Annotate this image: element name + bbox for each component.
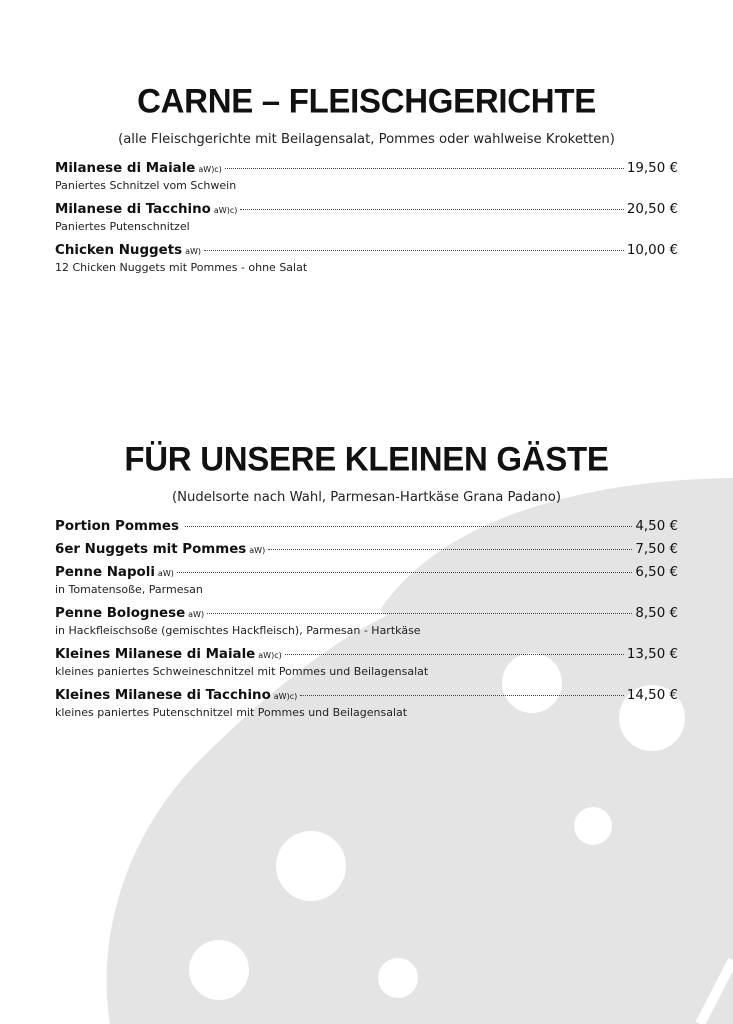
section-subtitle: (alle Fleischgerichte mit Beilagensalat, Pommes oder wahlweise Kroketten) bbox=[118, 132, 615, 147]
item-name: Portion Pommes bbox=[55, 519, 179, 534]
dotted-leader bbox=[204, 250, 624, 251]
item-description: in Hackfleischsoße (gemischtes Hackfleisch), Parmesan - Hartkäse bbox=[55, 624, 421, 637]
item-price: 13,50 € bbox=[626, 647, 678, 662]
item-price: 8,50 € bbox=[635, 606, 678, 621]
item-description: in Tomatensoße, Parmesan bbox=[55, 583, 203, 596]
item-name: Milanese di Maiale bbox=[55, 161, 196, 176]
menu-item bbox=[55, 519, 678, 536]
item-name: Kleines Milanese di Tacchino bbox=[55, 688, 271, 703]
section-kinder bbox=[55, 440, 678, 729]
item-description: 12 Chicken Nuggets mit Pommes - ohne Salat bbox=[55, 261, 308, 274]
item-description: kleines paniertes Putenschnitzel mit Pommes und Beilagensalat bbox=[55, 706, 408, 719]
menu-item: Chicken Nuggets aW) 10,00 € 12 Chicken Nuggets mit Pommes - ohne Salat bbox=[55, 243, 678, 274]
dotted-leader bbox=[185, 526, 632, 527]
dotted-leader bbox=[225, 168, 624, 169]
item-name: Chicken Nuggets bbox=[55, 243, 183, 258]
item-price: 14,50 € bbox=[626, 688, 678, 703]
menu-item: Kleines Milanese di Tacchino aW)c) 14,50 € kleines paniertes Putenschnitzel mit Pommes und Beilagensalat bbox=[55, 688, 678, 719]
item-price: 6,50 € bbox=[635, 565, 678, 580]
dotted-leader bbox=[285, 654, 624, 655]
menu-item: Milanese di Tacchino aW)c) 20,50 € Paniertes Putenschnitzel bbox=[55, 202, 678, 233]
item-name: Kleines Milanese di Maiale bbox=[55, 647, 256, 662]
item-name: 6er Nuggets mit Pommes bbox=[55, 542, 247, 557]
item-price: 19,50 € bbox=[626, 161, 678, 176]
item-description: kleines paniertes Schweineschnitzel mit Pommes und Beilagensalat bbox=[55, 665, 429, 678]
dotted-leader bbox=[300, 695, 624, 696]
item-name: Penne Napoli bbox=[55, 565, 155, 580]
item-name: Penne Bolognese bbox=[55, 606, 186, 621]
dotted-leader bbox=[177, 572, 633, 573]
item-price: 20,50 € bbox=[626, 202, 678, 217]
menu-item: Penne Napoli aW) 6,50 € in Tomatensoße, Parmesan bbox=[55, 565, 678, 596]
dotted-leader bbox=[207, 613, 632, 614]
item-price: 7,50 € bbox=[635, 542, 678, 557]
item-name: Milanese di Tacchino bbox=[55, 202, 211, 217]
item-price: 10,00 € bbox=[626, 243, 678, 258]
section-carne bbox=[55, 82, 678, 284]
section-title: CARNE – FLEISCHGERICHTE bbox=[137, 81, 596, 120]
item-description: Paniertes Putenschnitzel bbox=[55, 220, 190, 233]
menu-item: Milanese di Maiale aW)c) 19,50 € Paniertes Schnitzel vom Schwein bbox=[55, 161, 678, 192]
item-price: 4,50 € bbox=[635, 519, 678, 534]
section-subtitle: (Nudelsorte nach Wahl, Parmesan-Hartkäse Grana Padano) bbox=[171, 490, 561, 505]
item-description: Paniertes Schnitzel vom Schwein bbox=[55, 179, 237, 192]
dotted-leader bbox=[268, 549, 632, 550]
section-title: FÜR UNSERE KLEINEN GÄSTE bbox=[124, 439, 609, 478]
dotted-leader bbox=[240, 209, 624, 210]
menu-item: 6er Nuggets mit Pommes aW) 7,50 € bbox=[55, 542, 678, 557]
menu-item: Penne Bolognese aW) 8,50 € in Hackfleischsoße (gemischtes Hackfleisch), Parmesan - Hartkäse bbox=[55, 606, 678, 637]
menu-item: Kleines Milanese di Maiale aW)c) 13,50 € kleines paniertes Schweineschnitzel mit Pommes und Beilagensalat bbox=[55, 647, 678, 678]
